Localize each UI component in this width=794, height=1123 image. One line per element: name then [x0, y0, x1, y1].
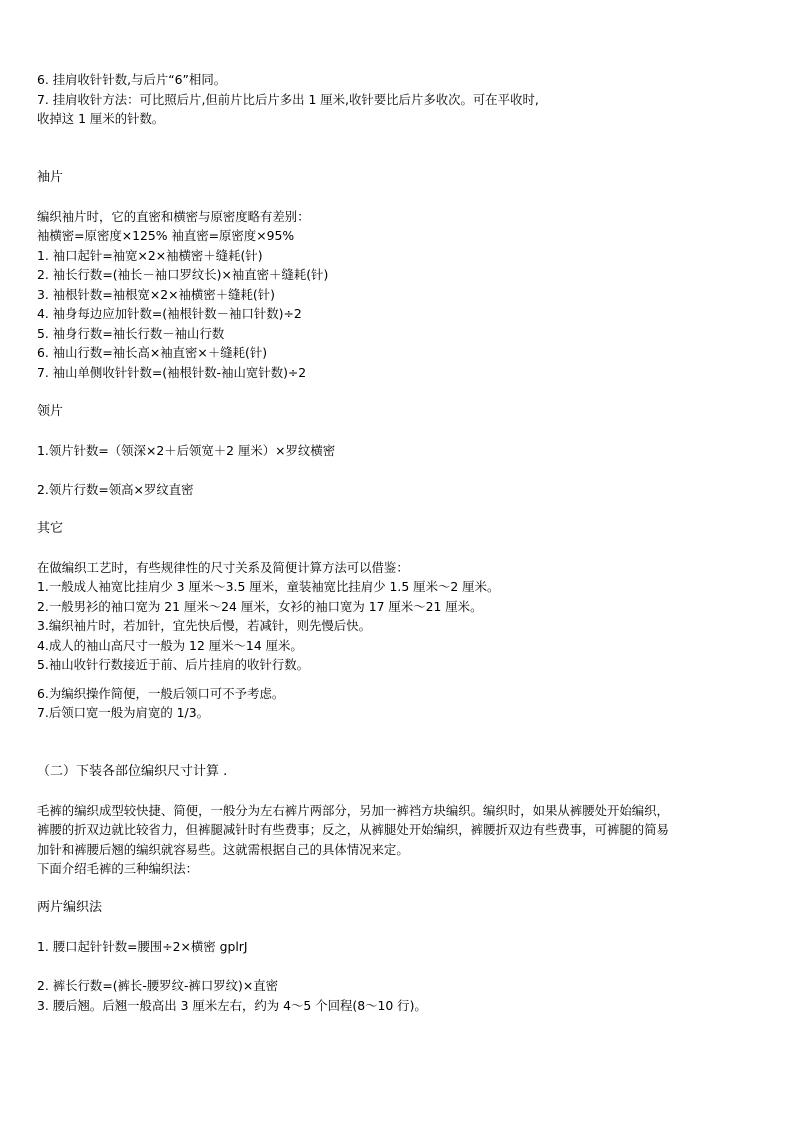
lower-item-2: 2. 裤长行数=(裤长-腰罗纹-裤口罗纹)×直密	[37, 978, 278, 993]
document-page	[37, 70, 767, 1015]
sleeve-density: 袖横密=原密度×125% 袖直密=原密度×95%	[37, 228, 295, 243]
lower-garment-heading: （二）下装各部位编织尺寸计算 .	[37, 763, 228, 779]
two-piece-method-heading: 两片编织法	[37, 900, 103, 915]
other-item-6: 6.为编织操作简便，一般后领口可不予考虑。	[37, 685, 285, 701]
lower-paragraph-line-2: 裤腰的折双边就比较省力，但裤腿减针时有些费事；反之，从裤腿处开始编织，裤腰折双边有些费事，可裤腿的简易	[37, 822, 669, 837]
sleeve-item-3: 3. 袖根针数=袖根宽×2×袖横密＋缝耗(针)	[37, 286, 275, 302]
lower-intro: 下面介绍毛裤的三种编织法：	[37, 861, 199, 876]
sleeve-item-5: 5. 袖身行数=袖长行数－袖山行数	[37, 325, 225, 341]
sleeve-intro: 编织袖片时，它的直密和横密与原密度略有差别：	[37, 208, 310, 224]
other-item-4: 4.成人的袖山高尺寸一般为 12 厘米～14 厘米。	[37, 637, 303, 653]
lower-paragraph-line-1: 毛裤的编织成型较快捷、简便，一般分为左右裤片两部分，另加一裤裆方块编织。编织时，如果从裤腰处开始编织，	[37, 802, 669, 818]
collar-heading: 领片	[37, 403, 64, 419]
other-item-5: 5.袖山收针行数接近于前、后片挂肩的收针行数。	[37, 657, 310, 672]
sleeve-item-7: 7. 袖山单侧收针针数=(袖根针数-袖山宽针数)÷2	[37, 364, 307, 380]
sleeve-heading: 袖片	[37, 169, 64, 185]
front-item-7-line1: 7. 挂肩收针方法：可比照后片,但前片比后片多出 1 厘米,收针要比后片多收次。可在平收时,	[37, 91, 539, 107]
lower-item-1: 1. 腰口起针针数=腰围÷2×横密 gplrJ	[37, 939, 248, 954]
front-item-6: 6. 挂肩收针针数,与后片“6”相同。	[37, 72, 227, 87]
other-item-1: 1.一般成人袖宽比挂肩少 3 厘米～3.5 厘米，童装袖宽比挂肩少 1.5 厘米～2 厘米。	[37, 579, 500, 594]
sleeve-item-6: 6. 袖山行数=袖长高×袖直密×＋缝耗(针)	[37, 345, 268, 360]
lower-item-3: 3. 腰后翘。后翘一般高出 3 厘米左右，约为 4～5 个回程(8～10 行)。	[37, 997, 427, 1013]
other-item-3: 3.编织袖片时，若加针，宜先快后慢，若减针，则先慢后快。	[37, 618, 371, 633]
other-item-2: 2.一般男衫的袖口宽为 21 厘米～24 厘米，女衫的袖口宽为 17 厘米～21 厘米。	[37, 598, 483, 614]
other-heading: 其它	[37, 520, 64, 536]
front-item-7-line2: 收掉这 1 厘米的针数。	[37, 111, 165, 126]
other-item-7: 7.后领口宽一般为肩宽的 1/3。	[37, 705, 209, 720]
lower-paragraph-line-3: 加针和裤腰后翘的编织就容易些。这就需根据自己的具体情况来定。	[37, 841, 409, 857]
other-intro: 在做编织工艺时，有些规律性的尺寸关系及简便计算方法可以借鉴：	[37, 559, 409, 575]
sleeve-item-2: 2. 袖长行数=(袖长－袖口罗纹长)×袖直密＋缝耗(针)	[37, 267, 329, 282]
collar-item-1: 1.领片针数=（领深×2＋后领宽＋2 厘米）×罗纹横密	[37, 442, 336, 458]
sleeve-item-1: 1. 袖口起针=袖宽×2×袖横密＋缝耗(针)	[37, 247, 263, 263]
sleeve-item-4: 4. 袖身每边应加针数=(袖根针数－袖口针数)÷2	[37, 306, 302, 321]
collar-item-2: 2.领片行数=领高×罗纹直密	[37, 481, 194, 497]
